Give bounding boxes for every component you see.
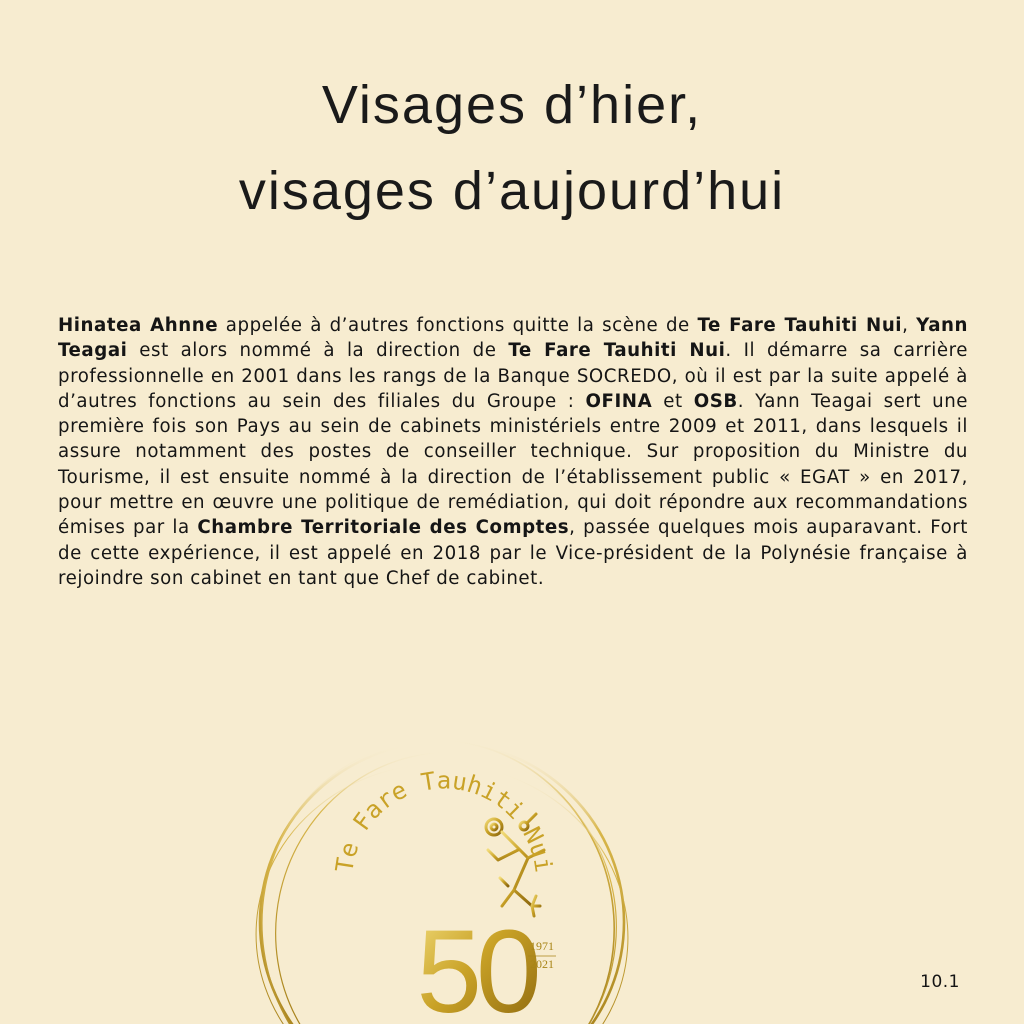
body-text-segment: est alors nommé à la direction de bbox=[127, 340, 509, 362]
title-line-1: Visages d’hier, bbox=[321, 75, 703, 135]
logo-year-end: 2021 bbox=[530, 957, 554, 971]
body-paragraph bbox=[58, 313, 968, 591]
org-te-fare-tauhiti-nui: Te Fare Tauhiti Nui bbox=[508, 340, 726, 362]
body-text-segment: et bbox=[652, 390, 694, 412]
body-text-segment: . Yann Teagai sert une première fois son Pays au sein de cabinets ministériels entre 2009 et 2011, dans lesquels il assure notamment des postes de conseiller technique. Sur proposition du Ministre du Tourisme, il est ensuite nommé à la direction de l’établissement public « EGAT » en 2017, pour mettre en œuvre une politique de remédiation, qui doit répondre aux recommandations émises par la bbox=[58, 390, 969, 539]
org-te-fare-tauhiti-nui: Te Fare Tauhiti Nui bbox=[697, 315, 903, 336]
name-yann-teagai: Yann Teagai bbox=[58, 315, 969, 362]
body-text-segment: , bbox=[902, 315, 917, 336]
logo-name-text: Te Fare Tauhiti Nui bbox=[330, 766, 558, 875]
logo-anniversary-number: 50 bbox=[416, 906, 536, 1024]
title-line-2: visages d’aujourd’hui bbox=[238, 161, 786, 221]
anniversary-logo-graphic bbox=[232, 700, 652, 1024]
org-chambre-territoriale-des-comptes: Chambre Territoriale des Comptes bbox=[197, 517, 570, 539]
page-number: 10.1 bbox=[920, 972, 960, 992]
org-osb: OSB bbox=[693, 390, 738, 412]
logo-year-start: 1971 bbox=[530, 939, 554, 953]
body-text-segment: appelée à d’autres fonctions quitte la scène de bbox=[218, 315, 698, 336]
page-title bbox=[0, 62, 1024, 234]
body-text-segment: , passée quelques mois auparavant. Fort de cette expérience, il est appelé en 2018 par le Vice-président de la Polynésie française à rejoindre son cabinet en tant que Chef de cabinet. bbox=[58, 517, 968, 589]
org-ofina: OFINA bbox=[585, 390, 653, 412]
body-text-segment: . Il démarre sa carrière professionnelle en 2001 dans les rangs de la Banque SOCREDO, où il est par la suite appelé à d’autres fonctions au sein des filiales du Groupe : bbox=[58, 340, 968, 412]
anniversary-logo bbox=[232, 700, 652, 1024]
name-hinatea-ahnne: Hinatea Ahnne bbox=[58, 315, 219, 336]
